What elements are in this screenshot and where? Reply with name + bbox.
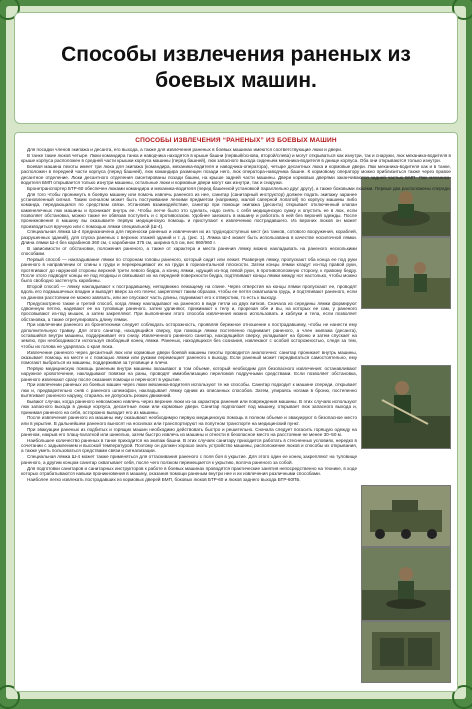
- paragraph: Бронетранспортер БТР-60 обеспечен люками командира и механика-водителя (перед башенной установкой параллельно друг другу), а также боковыми люками. Первые два расположены спереди.: [27, 185, 451, 191]
- paragraph: Бывают случаи, когда раненого невозможно извлечь через верхние люки из-за характера ранения или повреждения машины. В этих случаях используют люк запасного выхода в днище корпуса, десантные люки или кормовые двери. Санитар подползает под машину, открывает люк запасного выхода и, принимая раненого на себя, осторожно выводит его из машины.: [21, 398, 357, 415]
- paragraph: Специальная лямка Ш-4 может также применяться для оттаскивания раненого с поля боя в укрытие. Для этого один ее конец закрепляют на туловище раненого, а другим концом санитар охватывает себя, после чего ползком перемещается к укрытию, волоча раненого за собой.: [21, 454, 357, 465]
- paragraph: При извлечении раненого из бронетехники следует соблюдать осторожность, проявляя бережное отношение к пострадавшему, чтобы не нанести ему дополнительную травму. Для этого санитар, находящийся сверху, при помощи лямки постепенно поднимает раненого, а член экипажа (десанта), оставшийся внутри машины, поддерживает его снизу. Извлеченного раненого санитар, находящийся сверху, укладывает на броню и затем спускает на землю, при необходимости используя свободный конец лямки. Раненых, находящихся без сознания, извлекают с особой осторожностью, следя за тем, чтобы их голова не ударялась о края люка.: [21, 322, 357, 349]
- paragraph: В зависимости от обстановки, положения раненого, а также от характера и места ранения лямку можно накладывать на раненого несколькими способами.: [21, 245, 357, 257]
- paragraph: Для подготовки санитаров и санитарных инструкторов к работе в боевых машинах проводятся практические занятия непосредственно на технике, в ходе которых отрабатываются навыки проникновения в машину, оказания помощи раненым внутри нее и их извлечения различными способами.: [21, 465, 357, 476]
- paragraph: При извлечении раненых из боевых машин через люки механика-водителя используют те же способы. Санитар подходит к машине спереди, открывает люк и, предварительно сняв с раненого шлемофон, накладывает лямку одним из описанных способов. Затем, упираясь ногами в броню, постепенно вытягивает раненого наружу, стараясь не допускать резких движений.: [21, 382, 357, 399]
- paragraph: В танке такие люков четыре. Люки командира танка и наводчика находятся в крыше башни (первый/основа, второй/слева) и могут открываться как изнутри, так и снаружи, люк механика-водителя в крыше корпуса расположен в средней части крышки корпуса машины (перед башней), люк запасного выхода сиденьем механика-водителя в днище корпуса. Оба они открываются только изнутри.: [21, 152, 451, 164]
- paragraph: После извлечения раненого из машины ему оказывают необходимую первую медицинскую помощь в полном объеме и эвакуируют в безопасное место или в укрытие. В дальнейшем раненого выносят на носилках или транспортируют на попутном транспорте на медицинский пункт.: [21, 415, 357, 426]
- paragraph: Для того чтобы проникнуть в боевую машину или помочь извлечь раненого из нее, санитар (санитарный инструктор) должен подать экипажу заранее установленный сигнал. Таким сигналом может быть постукивание легкими предметом (например, малой саперной лопатой) по корпусу машины либо команда, передающаяся по средствам связи. Установив взаимодействие, санитар при помощи экипажа (десанта) открывает отключенный клапан каменелечных люк машины и проникает внутрь ее. Чтобы легче было это сделать, надо снять с себя медицинскую сумку и опустить ее в люк, если позволяет обстановка, можно также ее обвязав поступить и с противогазом. Удобнее заезжать в машину и работать в ней без верхней одежды. После проникновения в машину вы оказываете первую медицинскую помощь и приступают к извлечению пострадавшего. Из верхних люков он может производиться вручную или с помощью лямки специальной (Ш-4).: [21, 191, 357, 229]
- paragraph: Специальная лямка Ш-4 предназначена для переноски раненых и извлечения их из труднодоступных мест (из танков, сотового вооружения, кораблей, разрушенных зданий), для спуска раненых с верхних этажей зданий и т. д. (рис. 1). Лямка Ш-4 может быть использована в качестве носилочной лямки. Длина лямки Ш-4 без карабинов 360 см, с карабином 375 см, ширина 6,5 см, вес 860/960 г.: [21, 229, 357, 246]
- section-subtitle: СПОСОБЫ ИЗВЛЕЧЕНИЯ “РАНЕНЫХ” ИЗ БОЕВЫХ МАШИН: [135, 137, 337, 144]
- paragraph: Первый способ — накладывание лямки по сторонам головы раненого, который сидит или лежит. Развернув лямку, пропускают оба конца ее под руки раненого в направлении от спины к груди и перекрещивают их на груди в горизонтальной плоскости. Затем концы лямки кладут из-под правой руки, протягивают до наружной стороны верхней трети левого бедра, а конец лямки, идущий из-под левой руки, в противоположную сторону, к правому бедру. После этого подводят концы ее под ягодицы и связывают их на передней поверхности бедра, подтягивают концы лямки между ног настолько, чтобы можно было свободно застегнуть карабины.: [21, 257, 357, 284]
- poster-title: Способы извлечения раненых из боевых машин.: [61, 43, 411, 92]
- content-panel: [14, 132, 458, 692]
- body-text: [21, 147, 451, 689]
- paragraph: Наиболее легко извлекать пострадавших из кормовых дверей БМП, боковых люков БТР-60 и люков заднего выхода БТР-60ПБ.: [27, 476, 301, 482]
- paragraph: Боевая машина пехоты имеет три люка для экипажа (командира, механика-водителя и наводчика-оператора), четыре десантных люка и кормовые двери. Люк механика-водителя как и в танке, расположен в передней части корпуса (перед башней), люк командира размещен позади него, люк оператора-наводчика башне. К кормовому оператору можно приблизиться также через правое десантное отделение. Люки десантного отделения смонтированы позади башни, на крыше задней части машины. Двери кормовых дверями заканчиваются задней частью БМП. Люк механика-водителя БМП открывается только изнутри машины, остальные люки и кормовые двери могут как изнутри, так и снаружи.: [21, 164, 451, 185]
- paragraph: Второй способ — лямку накладывают к пострадавшему, неподвижно лежащему на спине. Через отверстия на концы лямки пропускают ее, проводят вдоль его подмышечных впадин и выводят вверх за его плечи; закрепляют таким образом, чтобы ее петля охватывала грудь, и подтягивают раненого, если на данном расстоянии ее можно завязать, или же опускают часть длины, поднимают его к отверстию, то есть к выходу.: [21, 284, 357, 300]
- title-panel: [14, 12, 458, 124]
- paragraph: Для посадки членов экипажа и десанта, его выхода, а также для извлечения раненых в боевых машинах имеются соответствующие люки и двери.: [27, 147, 343, 152]
- paragraph: Извлечение раненого через десантный люк или кормовые двери боевой машины пехоты проводится аналогично: санитар проникает внутрь машины, оказывает помощь на месте и с помощью лямки или руками перемещает раненого к выходу. Если раненый может передвигаться самостоятельно, ему помогают выбраться из машины, поддерживая за туловище и плечи.: [21, 349, 357, 366]
- paragraph: Наибольшее количество раненых в танке приходится на экипаж башни. В этих случаях санитару приходится работать в стесненных условиях, нередко в сочетании с задымлением и высокой температурой. Поэтому он должен хорошо знать устройство машины, расположение люков и способы их открывания, а также уметь пользоваться средствами связи и сигнализации.: [21, 437, 357, 454]
- paragraph: Предусмотрено также и третий способ, когда лямку накладывают на раненого в виде петли из двух витков. Сначала из середины лямки формируют сдвоенную петлю, надевают ее на туловище раненого, затем удлиняют, прижимают к телу и, прорезая обе и вы, на которых ее сам, у раненого просовывают из-под мышек, а затем закрепляют. При выполнении этого способа извлечения можно использовать и каблуки и тела, если позволяет обстановка, а также отрегулировать длину лямки.: [21, 300, 357, 322]
- paragraph: Первую медицинскую помощь раненым внутри машины оказывают в том объеме, который необходим для безопасного извлечения: останавливают наружное кровотечение, накладывают повязки на раны, проводят иммобилизацию переломов подручными средствами. Если позволяет обстановка, раненого извлекают сразу после оказания помощи и переносят в укрытие.: [21, 366, 357, 382]
- paragraph: При эвакуации раненых из подбитых и горящих машин необходимо действовать быстро и решительно. Сначала следует погасить горящую одежду на раненом, накрыв его плащ-палаткой или шинелью, затем быстро извлечь из машины и отнести в безопасное место на расстояние не менее 30–50 м.: [21, 426, 357, 437]
